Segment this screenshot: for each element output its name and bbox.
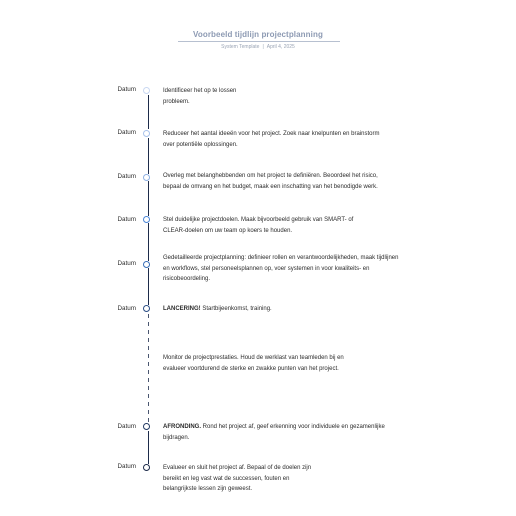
event-lead: AFRONDING. bbox=[163, 424, 201, 430]
timeline-node bbox=[143, 423, 150, 430]
timeline-line-segment bbox=[148, 223, 149, 261]
timeline-line-segment bbox=[148, 95, 149, 129]
event-text: Evalueer en sluit het project af. Bepaal of de doelen zijn bereikt en leg vast wat de successen, fouten en belangrijkste lessen zijn geweest. bbox=[163, 465, 312, 492]
event-description bbox=[163, 253, 401, 285]
timeline-line-segment bbox=[148, 431, 149, 464]
timeline-dashed-segment bbox=[148, 314, 149, 422]
event-description bbox=[163, 304, 393, 315]
event-description bbox=[163, 215, 368, 236]
timeline-line-segment bbox=[148, 138, 149, 174]
event-description bbox=[163, 353, 363, 374]
event-date: Datum bbox=[117, 129, 136, 136]
template-label: System Template bbox=[221, 44, 260, 50]
timeline-node bbox=[143, 130, 150, 137]
subtitle-separator: | bbox=[262, 44, 264, 50]
event-date: Datum bbox=[117, 173, 136, 180]
timeline-line-segment bbox=[148, 268, 149, 305]
event-description bbox=[163, 86, 263, 107]
event-description bbox=[163, 463, 313, 495]
date-label: April 4, 2025 bbox=[266, 44, 295, 50]
event-date: Datum bbox=[117, 463, 136, 470]
timeline-node bbox=[143, 174, 150, 181]
event-description bbox=[163, 129, 381, 150]
timeline-node bbox=[143, 87, 150, 94]
event-date: Datum bbox=[117, 260, 136, 267]
event-text: Gedetailleerde projectplanning: definieer rollen en verantwoordelijkheden, maak tijdlijnen en workflows, stel personeelsplannen op, voer systemen in voor kwaliteits- en risicobeoordeling. bbox=[163, 255, 399, 282]
page-title: Voorbeeld tijdlijn projectplanning bbox=[193, 30, 323, 39]
timeline-node bbox=[143, 305, 150, 312]
event-text: Stel duidelijke projectdoelen. Maak bijvoorbeeld gebruik van SMART- of CLEAR-doelen om uw team op koers te houden. bbox=[163, 217, 354, 234]
event-lead: LANCERING! bbox=[163, 306, 201, 312]
event-text: Identificeer het op te lossen probleem. bbox=[163, 88, 237, 105]
event-text: Monitor de projectprestaties. Houd de werklast van teamleden bij en evalueer voortdurend de sterke en zwakke punten van het project. bbox=[163, 355, 344, 372]
event-date: Datum bbox=[117, 216, 136, 223]
event-description bbox=[163, 422, 391, 443]
timeline-line-segment bbox=[148, 181, 149, 216]
event-date: Datum bbox=[117, 305, 136, 312]
event-text: Rond het project af, geef erkenning voor individuele en gezamenlijke bijdragen. bbox=[163, 424, 385, 441]
timeline-node bbox=[143, 464, 150, 471]
timeline-node bbox=[143, 216, 150, 223]
event-description bbox=[163, 171, 383, 192]
event-date: Datum bbox=[117, 86, 136, 93]
event-date: Datum bbox=[117, 423, 136, 430]
event-text: Overleg met belanghebbenden om het project te definiëren. Beoordeel het risico, bepaal de omvang en het budget, maak een inschatting van het benodigde werk. bbox=[163, 173, 378, 190]
event-text: Startbijeenkomst, training. bbox=[200, 306, 272, 312]
event-text: Reduceer het aantal ideeën voor het project. Zoek naar knelpunten en brainstorm over potentiële oplossingen. bbox=[163, 131, 380, 148]
timeline-node bbox=[143, 261, 150, 268]
